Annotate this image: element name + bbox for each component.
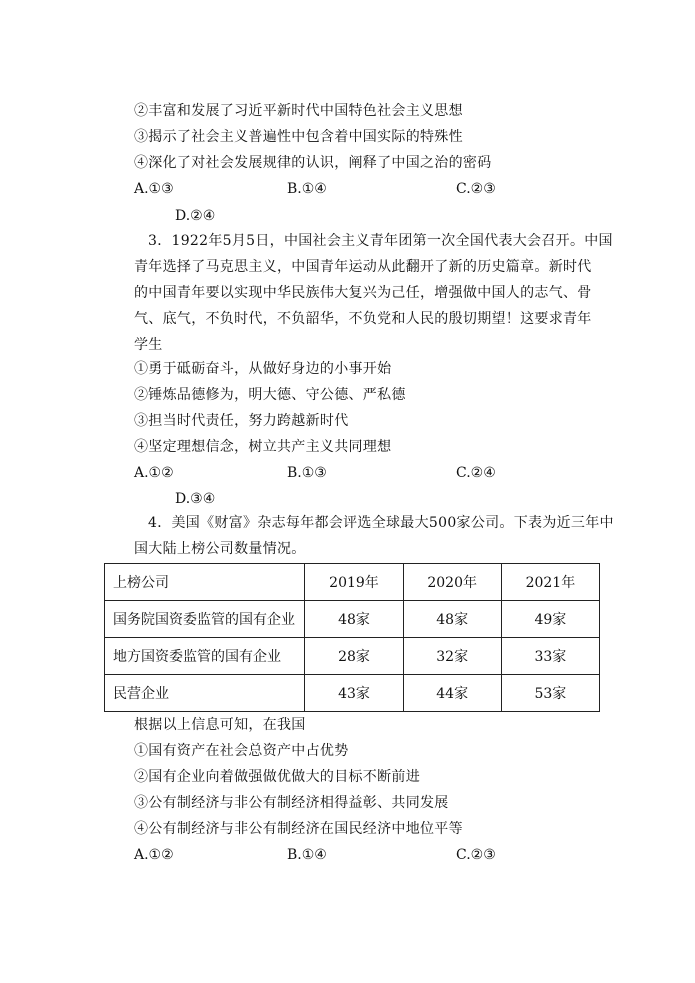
table-cell: 国务院国资委监管的国有企业	[105, 601, 305, 638]
table-cell: 民营企业	[105, 675, 305, 712]
q4-option-a: A.①②	[134, 847, 174, 863]
q2-option-d: D.②④	[175, 208, 216, 224]
q4-lead: 根据以上信息可知，在我国	[134, 717, 306, 733]
table-cell: 48家	[305, 601, 403, 638]
q4-stem-line-1: 4．美国《财富》杂志每年都会评选全球最大500家公司。下表为近三年中	[148, 515, 614, 531]
table-cell: 32家	[403, 638, 501, 675]
q3-option-a: A.①②	[134, 465, 174, 481]
q4-stem-line-2: 国大陆上榜公司数量情况。	[134, 541, 306, 557]
q3-item-1: ①勇于砥砺奋斗，从做好身边的小事开始	[134, 361, 392, 377]
q2-option-a: A.①③	[134, 181, 174, 197]
table-header-row	[105, 564, 600, 601]
q2-option-c: C.②③	[456, 181, 496, 197]
q2-item-3: ③揭示了社会主义普遍性中包含着中国实际的特殊性	[134, 129, 463, 145]
table-cell: 49家	[501, 601, 599, 638]
table-cell: 48家	[403, 601, 501, 638]
q3-option-b: B.①③	[287, 465, 327, 481]
table-cell: 28家	[305, 638, 403, 675]
table-row	[105, 601, 600, 638]
q3-stem-line-3: 的中国青年要以实现中华民族伟大复兴为己任，增强做中国人的志气、骨	[134, 285, 592, 301]
q3-stem-line-4: 气、底气，不负时代，不负韶华，不负党和人民的殷切期望！这要求青年	[134, 311, 592, 327]
q4-item-1: ①国有资产在社会总资产中占优势	[134, 743, 349, 759]
table-row	[105, 675, 600, 712]
q4-item-4: ④公有制经济与非公有制经济在国民经济中地位平等	[134, 821, 463, 837]
q2-option-b: B.①④	[287, 181, 327, 197]
company-count-table	[104, 563, 600, 712]
q4-item-3: ③公有制经济与非公有制经济相得益彰、共同发展	[134, 795, 449, 811]
table-header-cell: 2020年	[403, 564, 501, 601]
table-cell: 53家	[501, 675, 599, 712]
table-cell: 44家	[403, 675, 501, 712]
q3-option-c: C.②④	[456, 465, 496, 481]
q3-stem-line-2: 青年选择了马克思主义，中国青年运动从此翻开了新的历史篇章。新时代	[134, 259, 592, 275]
q3-item-4: ④坚定理想信念，树立共产主义共同理想	[134, 439, 392, 455]
q3-option-d: D.③④	[175, 491, 216, 507]
q4-option-c: C.②③	[456, 847, 496, 863]
table-cell: 地方国资委监管的国有企业	[105, 638, 305, 675]
q4-option-b: B.①④	[287, 847, 327, 863]
table-row	[105, 638, 600, 675]
q3-item-3: ③担当时代责任，努力跨越新时代	[134, 413, 349, 429]
q3-stem-line-1: 3．1922年5月5日，中国社会主义青年团第一次全国代表大会召开。中国	[148, 233, 613, 249]
q2-item-2: ②丰富和发展了习近平新时代中国特色社会主义思想	[134, 103, 463, 119]
table-cell: 43家	[305, 675, 403, 712]
q4-item-2: ②国有企业向着做强做优做大的目标不断前进	[134, 769, 420, 785]
q2-item-4: ④深化了对社会发展规律的认识，阐释了中国之治的密码	[134, 155, 492, 171]
q3-stem-line-5: 学生	[134, 337, 163, 353]
table-header-cell: 上榜公司	[105, 564, 305, 601]
q3-item-2: ②锤炼品德修为，明大德、守公德、严私德	[134, 387, 406, 403]
table-header-cell: 2019年	[305, 564, 403, 601]
table-cell: 33家	[501, 638, 599, 675]
table-header-cell: 2021年	[501, 564, 599, 601]
